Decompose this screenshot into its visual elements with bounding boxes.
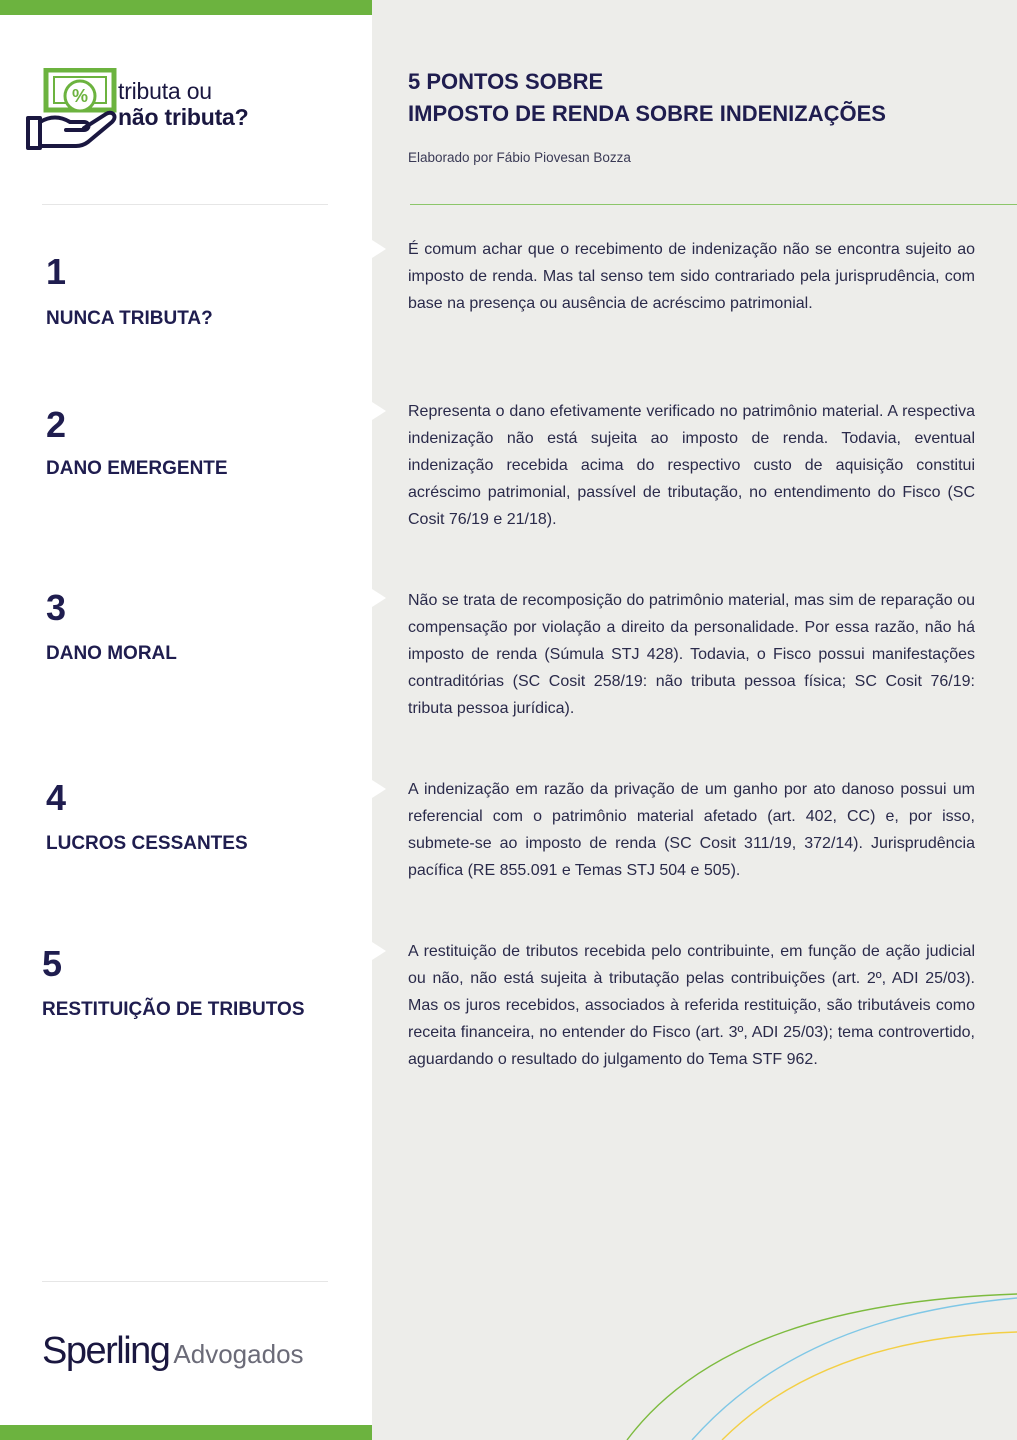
logo-text [118, 78, 248, 130]
title-line2: IMPOSTO DE RENDA SOBRE INDENIZAÇÕES [408, 101, 886, 126]
page-title [408, 66, 968, 130]
brand-logo [42, 1330, 304, 1373]
item-number-3: 3 [46, 587, 67, 628]
svg-text:%: % [71, 86, 89, 106]
item-pointer-4 [372, 780, 386, 798]
decorative-curves [372, 1270, 1017, 1440]
hand-coin-icon [26, 68, 118, 158]
item-number-4: 4 [46, 777, 67, 818]
title-rule [410, 204, 1017, 205]
left-column [0, 0, 372, 1440]
item-pointer-3 [372, 589, 386, 607]
item-text-3: Não se trata de recomposição do patrimônio material, mas sim de reparação ou compensação por violação a direito da personalidade. Por essa razão, não há imposto de renda (Súmula STJ 428). Todavia, o Fisco possui manifestações contraditórias (SC Cosit 258/19: não tributa pessoa física; SC Cosit 76/19: tributa pessoa jurídica). [408, 592, 975, 717]
brand-main: Sperling [42, 1330, 170, 1372]
curve-yellow [722, 1332, 1017, 1440]
bottom-accent-bar [0, 1425, 372, 1440]
left-divider-top [42, 204, 328, 205]
left-divider-bottom [42, 1281, 328, 1282]
item-number-5: 5 [42, 943, 63, 984]
item-pointer-2 [372, 402, 386, 420]
item-number-2: 2 [46, 404, 67, 445]
logo-line2: não tributa? [118, 104, 249, 130]
top-accent-bar [0, 0, 372, 15]
item-text-2: Representa o dano efetivamente verificado no patrimônio material. A respectiva indenização não está sujeita ao imposto de renda. Todavia, eventual indenização recebida acima do respectivo custo de aquisição constitui acréscimo patrimonial, passível de tributação, no entendimento do Fisco (SC Cosit 76/19 e 21/18). [408, 403, 975, 528]
item-title-1: NUNCA TRIBUTA? [46, 308, 213, 329]
item-text-4: A indenização em razão da privação de um ganho por ato danoso possui um referencial com o patrimônio material afetado (art. 402, CC) e, por isso, submete-se ao imposto de renda (SC Cosit 311/19, 372/14). Jurisprudência pacífica (RE 855.091 e Temas STJ 504 e 505). [408, 781, 975, 879]
item-title-5: RESTITUIÇÃO DE TRIBUTOS [42, 999, 305, 1020]
title-line1: 5 PONTOS SOBRE [408, 69, 604, 94]
item-pointer-5 [372, 942, 386, 960]
author-credit: Elaborado por Fábio Piovesan Bozza [408, 150, 631, 165]
logo-line1: tributa ou [118, 78, 212, 104]
curve-green [627, 1294, 1017, 1440]
item-title-2: DANO EMERGENTE [46, 458, 228, 479]
item-pointer-1 [372, 240, 386, 258]
item-title-3: DANO MORAL [46, 643, 177, 664]
item-number-1: 1 [46, 251, 67, 292]
logo [26, 68, 286, 158]
item-text-1: É comum achar que o recebimento de indenização não se encontra sujeito ao imposto de renda. Mas tal senso tem sido contrariado pela jurisprudência, com base na presença ou ausência de acréscimo patrimonial. [408, 241, 975, 312]
item-text-5: A restituição de tributos recebida pelo contribuinte, em função de ação judicial ou não, não está sujeita à tributação pelas contribuições (art. 2º, ADI 25/03). Mas os juros recebidos, associados à referida restituição, são tributáveis como receita financeira, no entender do Fisco (art. 3º, ADI 25/03); tema controvertido, aguardando o resultado do julgamento do Tema STF 962. [408, 943, 975, 1068]
brand-sub: Advogados [173, 1339, 304, 1369]
curve-blue [692, 1298, 1017, 1440]
item-title-4: LUCROS CESSANTES [46, 833, 248, 854]
